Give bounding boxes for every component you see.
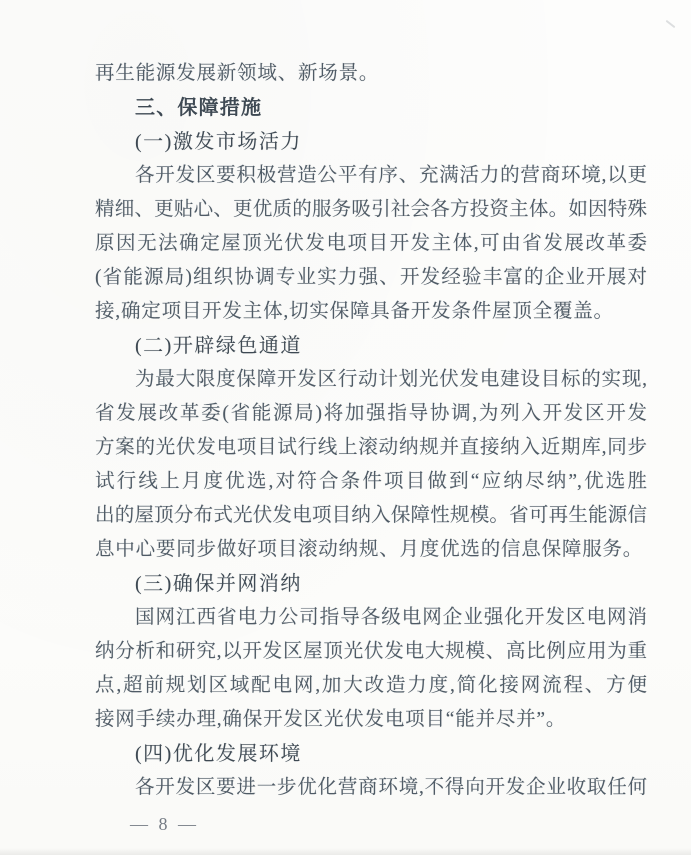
text-line: 各开发区要积极营造公平有序、充满活力的营商环境,以更 [135, 165, 647, 186]
subsection-heading: (二)开辟绿色通道 [135, 335, 302, 357]
text-line: 国网江西省电力公司指导各级电网企业强化开发区电网消 [135, 607, 647, 628]
text-line: 再生能源发展新领域、新场景。 [95, 63, 380, 84]
text-line: (省能源局)组织协调专业实力强、开发经验丰富的企业开展对 [95, 267, 647, 288]
text-line: 精细、更贴心、更优质的服务吸引社会各方投资主体。如因特殊 [95, 199, 647, 220]
section-heading: 三、保障措施 [135, 97, 263, 119]
text-line: 息中心要同步做好项目滚动纳规、月度优选的信息保障服务。 [95, 539, 644, 560]
text-line: 点,超前规划区域配电网,加大改造力度,简化接网流程、方便 [95, 675, 647, 696]
subsection-heading: (三)确保并网消纳 [135, 573, 302, 595]
text-line: 接,确定项目开发主体,切实保障具备开发条件屋顶全覆盖。 [95, 301, 614, 322]
page-number: — 8 — [130, 814, 199, 834]
text-line: 方案的光伏发电项目试行线上滚动纳规并直接纳入近期库,同步 [95, 437, 647, 458]
subsection-heading: (一)激发市场活力 [135, 131, 302, 153]
scan-artifact-speck [666, 20, 676, 28]
text-line: 为最大限度保障开发区行动计划光伏发电建设目标的实现, [135, 369, 647, 390]
text-line: 原因无法确定屋顶光伏发电项目开发主体,可由省发展改革委 [95, 233, 647, 254]
text-line: 试行线上月度优选,对符合条件项目做到“应纳尽纳”,优选胜 [95, 471, 647, 492]
text-line: 接网手续办理,确保开发区光伏发电项目“能并尽并”。 [95, 709, 567, 730]
text-line: 出的屋顶分布式光伏发电项目纳入保障性规模。省可再生能源信 [95, 505, 647, 526]
subsection-heading: (四)优化发展环境 [135, 743, 302, 765]
text-line: 各开发区要进一步优化营商环境,不得向开发企业收取任何 [135, 777, 647, 798]
document-body [95, 57, 647, 805]
scan-edge-shadow [0, 848, 691, 855]
text-line: 纳分析和研究,以开发区屋顶光伏发电大规模、高比例应用为重 [95, 641, 647, 662]
text-line: 省发展改革委(省能源局)将加强指导协调,为列入开发区开发 [95, 403, 647, 424]
